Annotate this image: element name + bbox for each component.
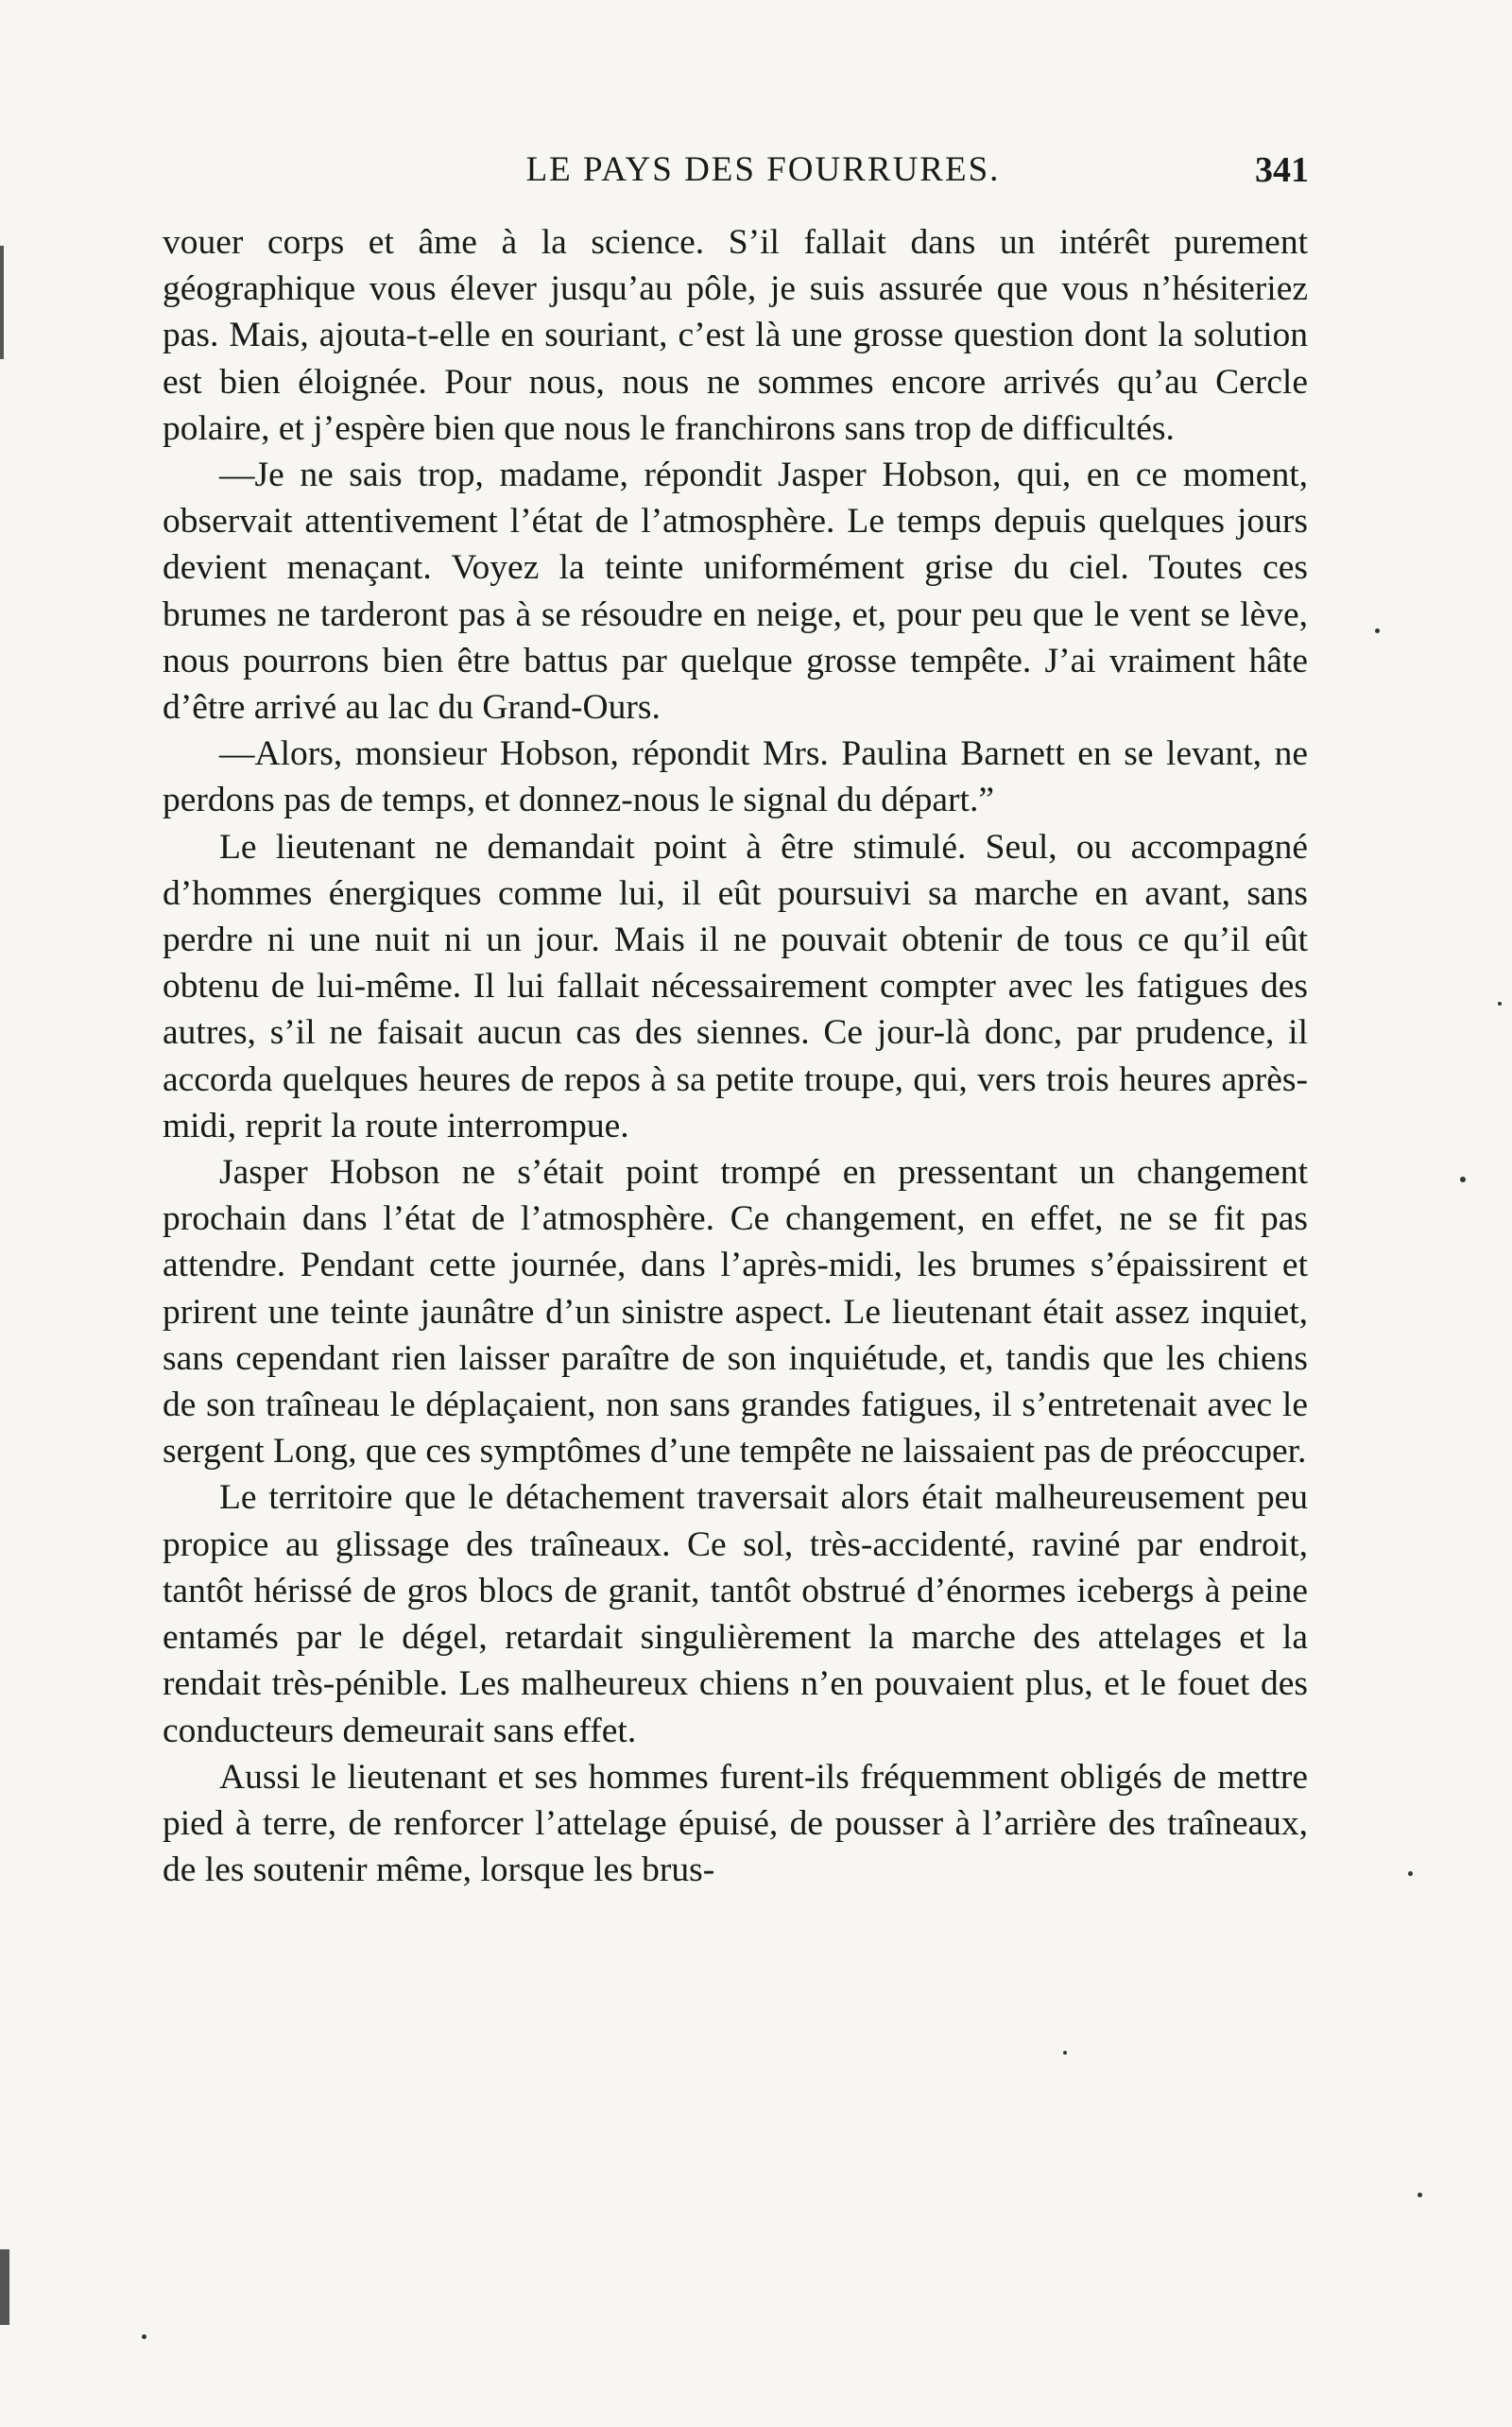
paragraph: —Alors, monsieur Hobson, répondit Mrs. Paulina Barnett en se levant, ne perdons pas de temps, et donnez-nous le signal du départ.”	[163, 734, 1308, 820]
page-number: 341	[1255, 150, 1309, 190]
running-head	[161, 142, 1309, 198]
scan-speck	[1418, 2193, 1422, 2197]
running-title: LE PAYS DES FOURRURES.	[525, 150, 1001, 189]
paragraph-continuation: vouer corps et âme à la science. S’il fallait dans un intérêt purement géographique vous élever jusqu’au pôle, je suis assurée que vous n’hésiteriez pas. Mais, ajouta-t-elle en souriant, c’est là une grosse question dont la solution est bien éloignée. Pour nous, nous ne sommes encore arrivés qu’au Cercle polaire, et j’espère bien que nous le franchirons sans trop de difficultés.	[163, 223, 1308, 448]
paragraph: —Je ne sais trop, madame, répondit Jasper Hobson, qui, en ce moment, observait attentivement l’état de l’atmosphère. Le temps depuis quelques jours devient menaçant. Voyez la teinte uniformément grise du ciel. Toutes ces brumes ne tarderont pas à se résoudre en neige, et, pour peu que le vent se lève, nous pourrons bien être battus par quelque grosse tempête. J’ai vraiment hâte d’être arrivé au lac du Grand-Ours.	[163, 456, 1308, 728]
scan-edge-mark	[0, 2249, 9, 2325]
scan-speck	[1375, 628, 1380, 633]
scan-speck	[142, 2334, 146, 2339]
scan-speck	[1498, 1002, 1502, 1006]
paragraph: Aussi le lieutenant et ses hommes furent-ils fréquemment obligés de mettre pied à terre, de renforcer l’attelage épuisé, de pousser à l’arrière des traîneaux, de les soutenir même, lorsque les brus-	[163, 1757, 1308, 1890]
body-text	[163, 219, 1308, 1893]
paragraph: Le lieutenant ne demandait point à être stimulé. Seul, ou accompagné d’hommes énergiques comme lui, il eût poursuivi sa marche en avant, sans perdre ni une nuit ni un jour. Mais il ne pouvait obtenir de tous ce qu’il eût obtenu de lui-même. Il lui fallait nécessairement compter avec les fatigues des autres, s’il ne faisait aucun cas des siennes. Ce jour-là donc, par prudence, il accorda quelques heures de repos à sa petite troupe, qui, vers trois heures après-midi, reprit la route interrompue.	[163, 827, 1308, 1145]
scan-speck	[1408, 1871, 1413, 1876]
scan-edge-mark	[0, 246, 4, 359]
paragraph: Le territoire que le détachement traversait alors était malheureusement peu propice au glissage des traîneaux. Ce sol, très-accidenté, raviné par endroit, tantôt hérissé de gros blocs de granit, tantôt obstrué d’énormes icebergs à peine entamés par le dégel, retardait singulièrement la marche des attelages et la rendait très-pénible. Les malheureux chiens n’en pouvaient plus, et le fouet des conducteurs demeurait sans effet.	[163, 1478, 1308, 1750]
scan-speck	[1460, 1177, 1466, 1182]
scan-speck	[1063, 2051, 1067, 2055]
paragraph: Jasper Hobson ne s’était point trompé en pressentant un changement prochain dans l’état de l’atmosphère. Ce changement, en effet, ne se fit pas attendre. Pendant cette journée, dans l’après-midi, les brumes s’épaissirent et prirent une teinte jaunâtre d’un sinistre aspect. Le lieutenant était assez inquiet, sans cependant rien laisser paraître de son inquiétude, et, tandis que les chiens de son traîneau le déplaçaient, non sans grandes fatigues, il s’entretenait avec le sergent Long, que ces symptômes d’une tempête ne laissaient pas de préoccuper.	[163, 1153, 1308, 1472]
